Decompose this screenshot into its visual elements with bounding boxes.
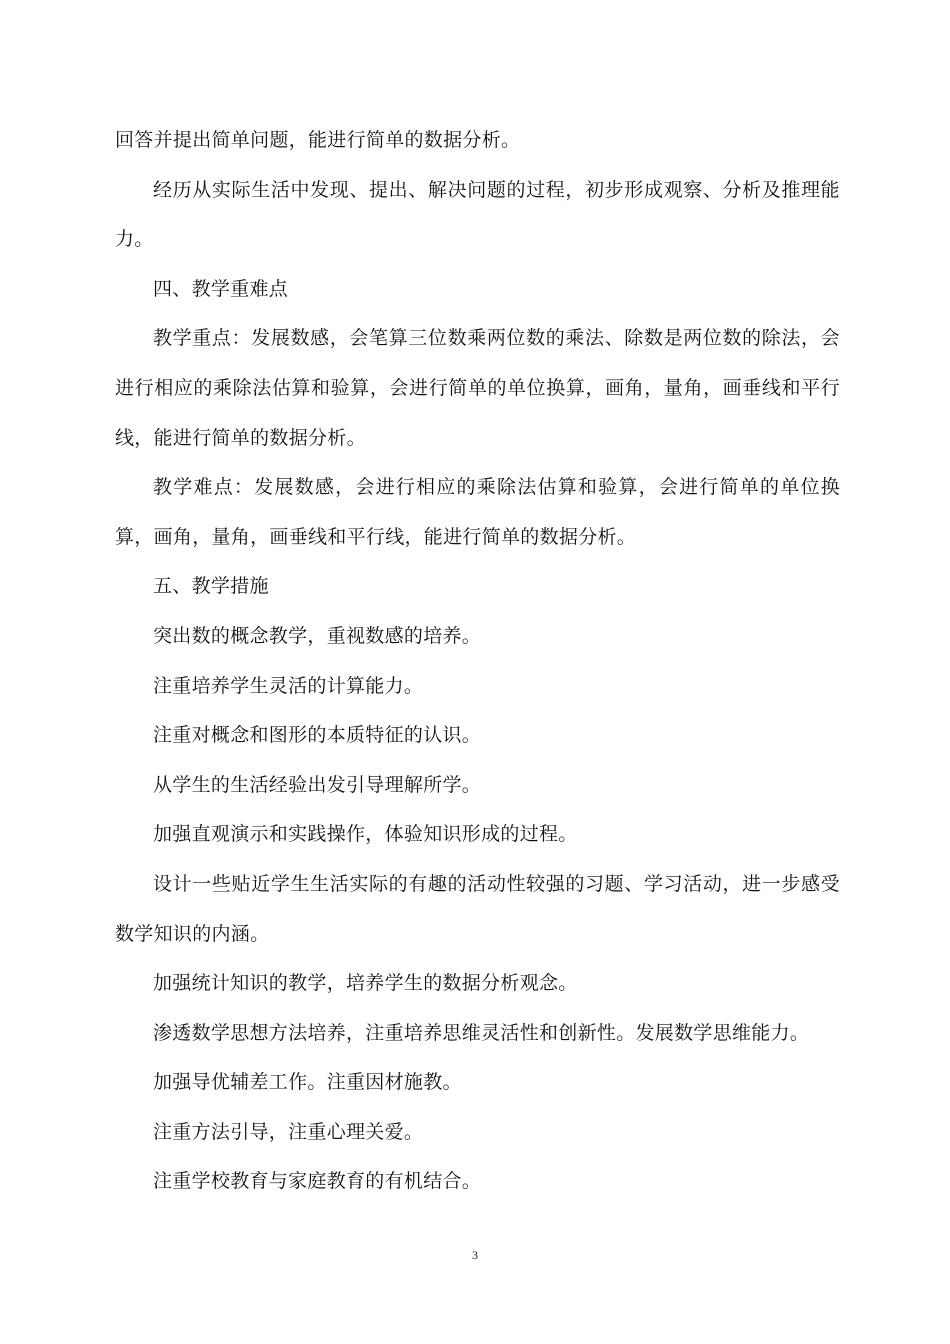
paragraph-teaching-difficulties: 教学难点：发展数感，会进行相应的乘除法估算和验算，会进行简单的单位换算，画角，量角，画垂线和平行线，能进行简单的数据分析。 bbox=[115, 476, 840, 548]
list-item-measure: 注重培养学生灵活的计算能力。 bbox=[153, 674, 424, 697]
list-item-measure: 渗透数学思想方法培养，注重培养思维灵活性和创新性。发展数学思维能力。 bbox=[153, 1021, 810, 1044]
list-item-measure: 注重学校教育与家庭教育的有机结合。 bbox=[153, 1170, 482, 1193]
list-item-measure: 加强统计知识的教学，培养学生的数据分析观念。 bbox=[153, 972, 578, 995]
list-item-measure: 加强直观演示和实践操作，体验知识形成的过程。 bbox=[153, 823, 578, 846]
paragraph-experience: 经历从实际生活中发现、提出、解决问题的过程，初步形成观察、分析及推理能力。 bbox=[115, 178, 840, 251]
list-item-measure: 注重方法引导，注重心理关爱。 bbox=[153, 1120, 424, 1143]
list-item-measure: 突出数的概念教学，重视数感的培养。 bbox=[153, 624, 482, 647]
paragraph-teaching-key-points: 教学重点：发展数感，会笔算三位数乘两位数的乘法、除数是两位数的除法，会进行相应的乘除法估算和验算，会进行简单的单位换算，画角，量角，画垂线和平行线，能进行简单的数据分析。 bbox=[115, 327, 840, 449]
list-item-measure: 设计一些贴近学生生活实际的有趣的活动性较强的习题、学习活动，进一步感受数学知识的内涵。 bbox=[115, 872, 840, 945]
page-number: 3 bbox=[472, 1248, 478, 1262]
section-heading-teaching-measures: 五、教学措施 bbox=[153, 575, 269, 598]
list-item-measure: 加强导优辅差工作。注重因材施教。 bbox=[153, 1071, 462, 1094]
paragraph-continuation: 回答并提出简单问题，能进行简单的数据分析。 bbox=[115, 129, 521, 151]
list-item-measure: 注重对概念和图形的本质特征的认识。 bbox=[153, 724, 482, 747]
document-body bbox=[115, 116, 840, 1207]
list-item-measure: 从学生的生活经验出发引导理解所学。 bbox=[153, 773, 482, 796]
section-heading-key-difficult-points: 四、教学重难点 bbox=[153, 277, 289, 300]
